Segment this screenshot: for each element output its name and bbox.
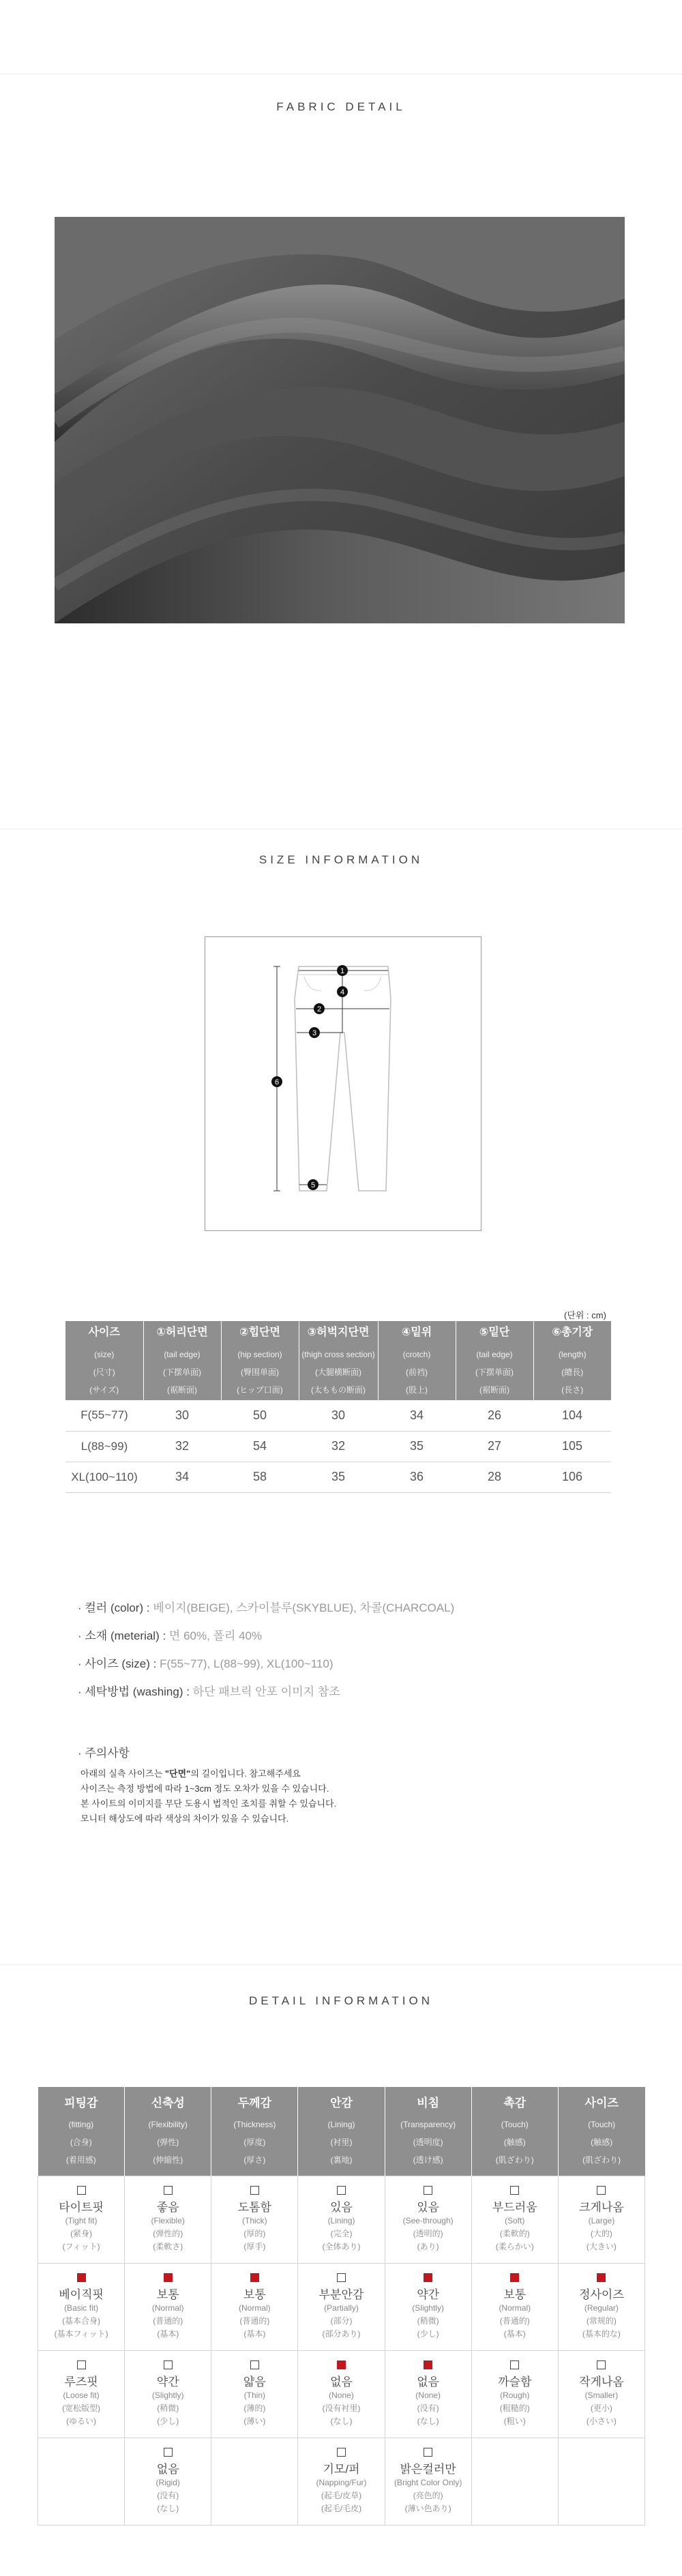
option-label: 보통 [243, 2288, 266, 2301]
option-cell [471, 2176, 558, 2263]
option-sub-en: (Thick) [242, 2215, 267, 2225]
option-sub-cn: (普通的) [239, 2315, 270, 2326]
option-sub-en: (Smaller) [584, 2390, 619, 2400]
hem-col-header: ⑤밑단 (tail edge) (下摆单面) (裾断面) [456, 1321, 533, 1400]
option-label: 없음 [417, 2375, 440, 2388]
option-sub-cn: (稍微) [157, 2403, 179, 2413]
option-sub-jp: (薄い色あり) [404, 2503, 451, 2513]
option-sub-jp: (大きい) [586, 2241, 617, 2251]
option-label: 까슬함 [498, 2375, 532, 2388]
option-sub-cn: (弹性的) [153, 2228, 183, 2238]
option-sub-cn: (普通的) [499, 2315, 530, 2326]
option-label: 정사이즈 [579, 2288, 624, 2301]
option-label: 도톰함 [237, 2200, 271, 2214]
option-sub-cn: (没有衬里) [322, 2403, 361, 2413]
marker-3 [309, 1027, 320, 1038]
option-cell [471, 2263, 558, 2350]
svg-text:3: 3 [312, 1029, 317, 1037]
size-cell: XL(100~110) [65, 1462, 143, 1492]
checked-checkbox-icon [424, 2273, 432, 2282]
checked-checkbox-icon [337, 2360, 346, 2369]
value-cell: 35 [299, 1462, 378, 1492]
section-divider [0, 1964, 682, 1965]
option-sub-cn: (薄的) [243, 2403, 266, 2413]
option-sub-jp: (薄い) [243, 2416, 266, 2426]
option-sub-cn: (柔軟的) [499, 2228, 530, 2238]
thickness-col-header: 두께감 (Thickness) (厚度) (厚さ) [211, 2087, 298, 2176]
unchecked-checkbox-icon [250, 2360, 259, 2369]
option-sub-cn: (没有) [157, 2490, 179, 2500]
option-sub-en: (Normal) [151, 2303, 184, 2313]
option-sub-jp: (柔軟さ) [153, 2241, 183, 2251]
size-cell: F(55~77) [65, 1400, 143, 1431]
option-sub-jp: (基本) [243, 2328, 266, 2339]
option-sub-jp: (少し) [157, 2416, 179, 2426]
value-cell: 30 [143, 1400, 221, 1431]
unit-label: (단위 : cm) [564, 1310, 606, 1320]
option-sub-en: (Partially) [324, 2303, 359, 2313]
empty-cell [471, 2438, 558, 2525]
option-sub-jp: (基本) [503, 2328, 526, 2339]
svg-text:2: 2 [316, 1005, 322, 1013]
size-table-header [65, 1321, 611, 1400]
option-sub-jp: (基本的な) [582, 2328, 621, 2339]
unchecked-checkbox-icon [77, 2360, 86, 2369]
touch-col-header: 촉감 (Touch) (触感) (肌ざわり) [471, 2087, 558, 2176]
notice-line: 사이즈는 측정 방법에 따라 1~3cm 정도 오차가 있을 수 있습니다. [80, 1783, 329, 1794]
value-cell: 34 [378, 1400, 456, 1431]
checked-checkbox-icon [77, 2273, 86, 2282]
option-sub-en: (Rigid) [155, 2477, 180, 2487]
option-label: 루즈핏 [64, 2375, 98, 2388]
value-cell: 35 [378, 1431, 456, 1462]
option-cell [211, 2263, 298, 2350]
option-cell [38, 2350, 125, 2438]
option-cell [38, 2176, 125, 2263]
option-sub-en: (Tight fit) [65, 2215, 98, 2225]
value-cell: 34 [143, 1462, 221, 1492]
option-cell [38, 2263, 125, 2350]
flexibility-col-header: 신축성 (Flexibility) (弹性) (伸縮性) [125, 2087, 211, 2176]
unchecked-checkbox-icon [337, 2273, 346, 2282]
unchecked-checkbox-icon [510, 2360, 519, 2369]
option-sub-cn: (透明的) [413, 2228, 443, 2238]
option-sub-jp: (少し) [417, 2328, 439, 2339]
option-sub-cn: (基本合身) [62, 2315, 101, 2326]
option-sub-en: (See-through) [402, 2215, 454, 2225]
option-cell [558, 2176, 644, 2263]
option-sub-cn: (厚的) [243, 2228, 266, 2238]
table-row [38, 2263, 645, 2350]
option-label: 좋음 [156, 2200, 179, 2214]
table-row [38, 2350, 645, 2438]
value-cell: 32 [299, 1431, 378, 1462]
option-sub-cn: (粗糙的) [499, 2403, 530, 2413]
option-sub-cn: (常规的) [586, 2315, 617, 2326]
option-sub-en: (Basic fit) [64, 2303, 99, 2313]
value-cell: 104 [533, 1400, 611, 1431]
notice-list [80, 1766, 336, 1826]
option-sub-cn: (普通的) [153, 2315, 183, 2326]
option-sub-en: (Slightly) [151, 2390, 184, 2400]
value-cell: 105 [533, 1431, 611, 1462]
info-color: · 컬러 (color) : 베이지(BEIGE), 스카이블루(SKYBLUE), 차콜(CHARCOAL) [78, 1601, 455, 1614]
option-label: 없음 [330, 2375, 353, 2388]
svg-text:6: 6 [274, 1078, 280, 1086]
option-cell [211, 2350, 298, 2438]
value-cell: 30 [299, 1400, 378, 1431]
option-cell [385, 2176, 471, 2263]
checked-checkbox-icon [424, 2360, 432, 2369]
checked-checkbox-icon [510, 2273, 519, 2282]
option-sub-en: (Napping/Fur) [316, 2477, 367, 2487]
option-cell [558, 2263, 644, 2350]
option-label: 약간 [417, 2288, 440, 2301]
empty-cell [38, 2438, 125, 2525]
option-label: 크게나옴 [579, 2200, 624, 2214]
thigh-col-header: ③허벅지단면 (thigh cross section) (大腿横断面) (太ももの断面) [299, 1321, 378, 1400]
unchecked-checkbox-icon [424, 2448, 432, 2457]
empty-cell [211, 2438, 298, 2525]
notice-line: 아래의 실측 사이즈는 "단면"의 길이입니다. 참고해주세요 [80, 1768, 301, 1779]
option-sub-en: (None) [415, 2390, 441, 2400]
option-cell [385, 2438, 471, 2525]
option-label: 약간 [156, 2375, 179, 2388]
svg-text:4: 4 [340, 988, 345, 996]
value-cell: 28 [456, 1462, 533, 1492]
marker-4 [337, 986, 348, 997]
size-col-header: 사이즈 (size) (尺寸) (サイズ) [65, 1321, 143, 1400]
checked-checkbox-icon [164, 2273, 173, 2282]
marker-2 [314, 1003, 325, 1014]
marker-6 [271, 1076, 282, 1087]
option-label: 부드러움 [492, 2200, 537, 2214]
option-sub-jp: (基本フィット) [54, 2328, 108, 2339]
notice-line: 본 사이트의 이미지를 무단 도용시 법적인 조치를 취할 수 있습니다. [80, 1798, 337, 1809]
option-sub-en: (Thin) [243, 2390, 266, 2400]
option-cell [125, 2438, 211, 2525]
option-cell [125, 2176, 211, 2263]
table-row [65, 1462, 611, 1492]
info-size: · 사이즈 (size) : F(55~77), L(88~99), XL(100~110) [78, 1657, 333, 1670]
option-cell [471, 2350, 558, 2438]
unchecked-checkbox-icon [164, 2360, 173, 2369]
option-sub-cn: (没有) [417, 2403, 439, 2413]
unchecked-checkbox-icon [164, 2186, 173, 2195]
checked-checkbox-icon [597, 2273, 606, 2282]
option-sub-en: (Loose fit) [63, 2390, 100, 2400]
option-sub-cn: (亮色的) [413, 2490, 443, 2500]
unchecked-checkbox-icon [77, 2186, 86, 2195]
option-sub-cn: (更小) [590, 2403, 612, 2413]
table-row [38, 2176, 645, 2263]
detail-table [38, 2087, 645, 2526]
table-row [65, 1400, 611, 1431]
option-cell [298, 2263, 385, 2350]
option-sub-jp: (粗い) [503, 2416, 526, 2426]
option-sub-en: (Bright Color Only) [394, 2477, 462, 2487]
marker-1 [337, 965, 348, 976]
length-col-header: ⑥총기장 (length) (總長) (長さ) [533, 1321, 611, 1400]
option-sub-jp: (フィット) [62, 2241, 100, 2251]
value-cell: 32 [143, 1431, 221, 1462]
option-sub-cn: (紧身) [70, 2228, 93, 2238]
option-sub-cn: (起毛/皮草) [321, 2490, 362, 2500]
unchecked-checkbox-icon [424, 2186, 432, 2195]
option-sub-en: (None) [329, 2390, 354, 2400]
table-row [65, 1431, 611, 1462]
unchecked-checkbox-icon [250, 2186, 259, 2195]
checked-checkbox-icon [250, 2273, 259, 2282]
option-sub-jp: (厚手) [243, 2241, 266, 2251]
option-label: 베이직핏 [59, 2288, 104, 2301]
option-cell [558, 2350, 644, 2438]
hip-col-header: ②힙단면 (hip section) (臀围单面) (ヒップ口面) [221, 1321, 299, 1400]
option-cell [385, 2350, 471, 2438]
marker-5 [308, 1179, 318, 1190]
unchecked-checkbox-icon [510, 2186, 519, 2195]
option-label: 기모/퍼 [323, 2462, 360, 2476]
option-sub-jp: (全体あり) [322, 2241, 361, 2251]
option-sub-jp: (あり) [417, 2241, 439, 2251]
option-sub-jp: (なし) [330, 2416, 353, 2426]
option-label: 있음 [417, 2200, 440, 2214]
unchecked-checkbox-icon [597, 2360, 606, 2369]
notice-title: · 주의사항 [78, 1747, 130, 1760]
info-washing: · 세탁방법 (washing) : 하단 패브릭 안포 이미지 참조 [78, 1685, 340, 1698]
unchecked-checkbox-icon [337, 2448, 346, 2457]
value-cell: 36 [378, 1462, 456, 1492]
value-cell: 50 [221, 1400, 299, 1431]
size-cell: L(88~99) [65, 1431, 143, 1462]
value-cell: 106 [533, 1462, 611, 1492]
value-cell: 54 [221, 1431, 299, 1462]
option-cell [125, 2263, 211, 2350]
option-label: 얇음 [243, 2375, 266, 2388]
option-sub-en: (Rough) [500, 2390, 530, 2400]
option-label: 보통 [156, 2288, 179, 2301]
detail-table-header [38, 2087, 645, 2176]
option-cell [385, 2263, 471, 2350]
fitting-col-header: 피팅감 (fitting) (合身) (着用感) [38, 2087, 125, 2176]
size-table [65, 1321, 611, 1493]
option-cell [211, 2176, 298, 2263]
notice-line: 모니터 해상도에 따라 색상의 차이가 있을 수 있습니다. [80, 1813, 289, 1824]
option-label: 없음 [156, 2462, 179, 2476]
detail-section-title: DETAIL INFORMATION [248, 1994, 434, 2007]
option-sub-jp: (起毛/毛皮) [321, 2503, 362, 2513]
option-cell [298, 2350, 385, 2438]
option-sub-en: (Regular) [584, 2303, 619, 2313]
pants-measurement-diagram [205, 936, 481, 1231]
unchecked-checkbox-icon [597, 2186, 606, 2195]
option-sub-en: (Flexible) [151, 2215, 185, 2225]
option-sub-cn: (完全) [330, 2228, 353, 2238]
unchecked-checkbox-icon [337, 2186, 346, 2195]
option-label: 있음 [330, 2200, 353, 2214]
value-cell: 26 [456, 1400, 533, 1431]
waist-col-header: ①허리단면 (tail edge) (下摆单面) (裾断面) [143, 1321, 221, 1400]
info-material: · 소재 (meterial) : 면 60%, 폴리 40% [78, 1629, 263, 1642]
empty-cell [558, 2438, 644, 2525]
sizing-col-header: 사이즈 (Touch) (触感) (肌ざわり) [558, 2087, 644, 2176]
option-label: 밝은컬러만 [400, 2462, 456, 2476]
lining-col-header: 안감 (Lining) (衬里) (裏地) [298, 2087, 385, 2176]
option-sub-jp: (基本) [157, 2328, 179, 2339]
option-label: 작게나옴 [579, 2375, 624, 2388]
option-sub-en: (Slightly) [412, 2303, 444, 2313]
option-sub-en: (Large) [588, 2215, 615, 2225]
option-label: 부분안감 [318, 2288, 364, 2301]
rise-col-header: ④밑위 (crotch) (前裆) (股上) [378, 1321, 456, 1400]
value-cell: 58 [221, 1462, 299, 1492]
option-sub-jp: (なし) [417, 2416, 439, 2426]
option-sub-cn: (稍微) [417, 2315, 439, 2326]
option-sub-jp: (部分あり) [322, 2328, 361, 2339]
option-label: 보통 [503, 2288, 527, 2301]
option-sub-jp: (なし) [157, 2503, 179, 2513]
table-row [38, 2438, 645, 2525]
option-sub-cn: (宽松版型) [62, 2403, 101, 2413]
option-sub-en: (Soft) [505, 2215, 525, 2225]
option-sub-en: (Lining) [327, 2215, 355, 2225]
option-sub-jp: (柔らかい) [495, 2241, 534, 2251]
option-sub-cn: (部分) [330, 2315, 353, 2326]
fabric-detail-photo [55, 217, 625, 623]
value-cell: 27 [456, 1431, 533, 1462]
option-sub-en: (Normal) [239, 2303, 271, 2313]
svg-text:5: 5 [310, 1181, 316, 1189]
option-label: 타이트핏 [59, 2200, 104, 2214]
option-cell [298, 2176, 385, 2263]
option-sub-jp: (小さい) [586, 2416, 617, 2426]
size-section-title: SIZE INFORMATION [258, 853, 424, 866]
svg-text:1: 1 [340, 967, 345, 975]
option-sub-cn: (大的) [590, 2228, 612, 2238]
unchecked-checkbox-icon [164, 2448, 173, 2457]
option-sub-jp: (ゆるい) [66, 2416, 97, 2426]
fabric-section-title: FABRIC DETAIL [276, 100, 406, 113]
option-sub-en: (Normal) [499, 2303, 531, 2313]
option-cell [125, 2350, 211, 2438]
option-cell [298, 2438, 385, 2525]
transparency-col-header: 비침 (Transparency) (透明度) (透け感) [385, 2087, 471, 2176]
